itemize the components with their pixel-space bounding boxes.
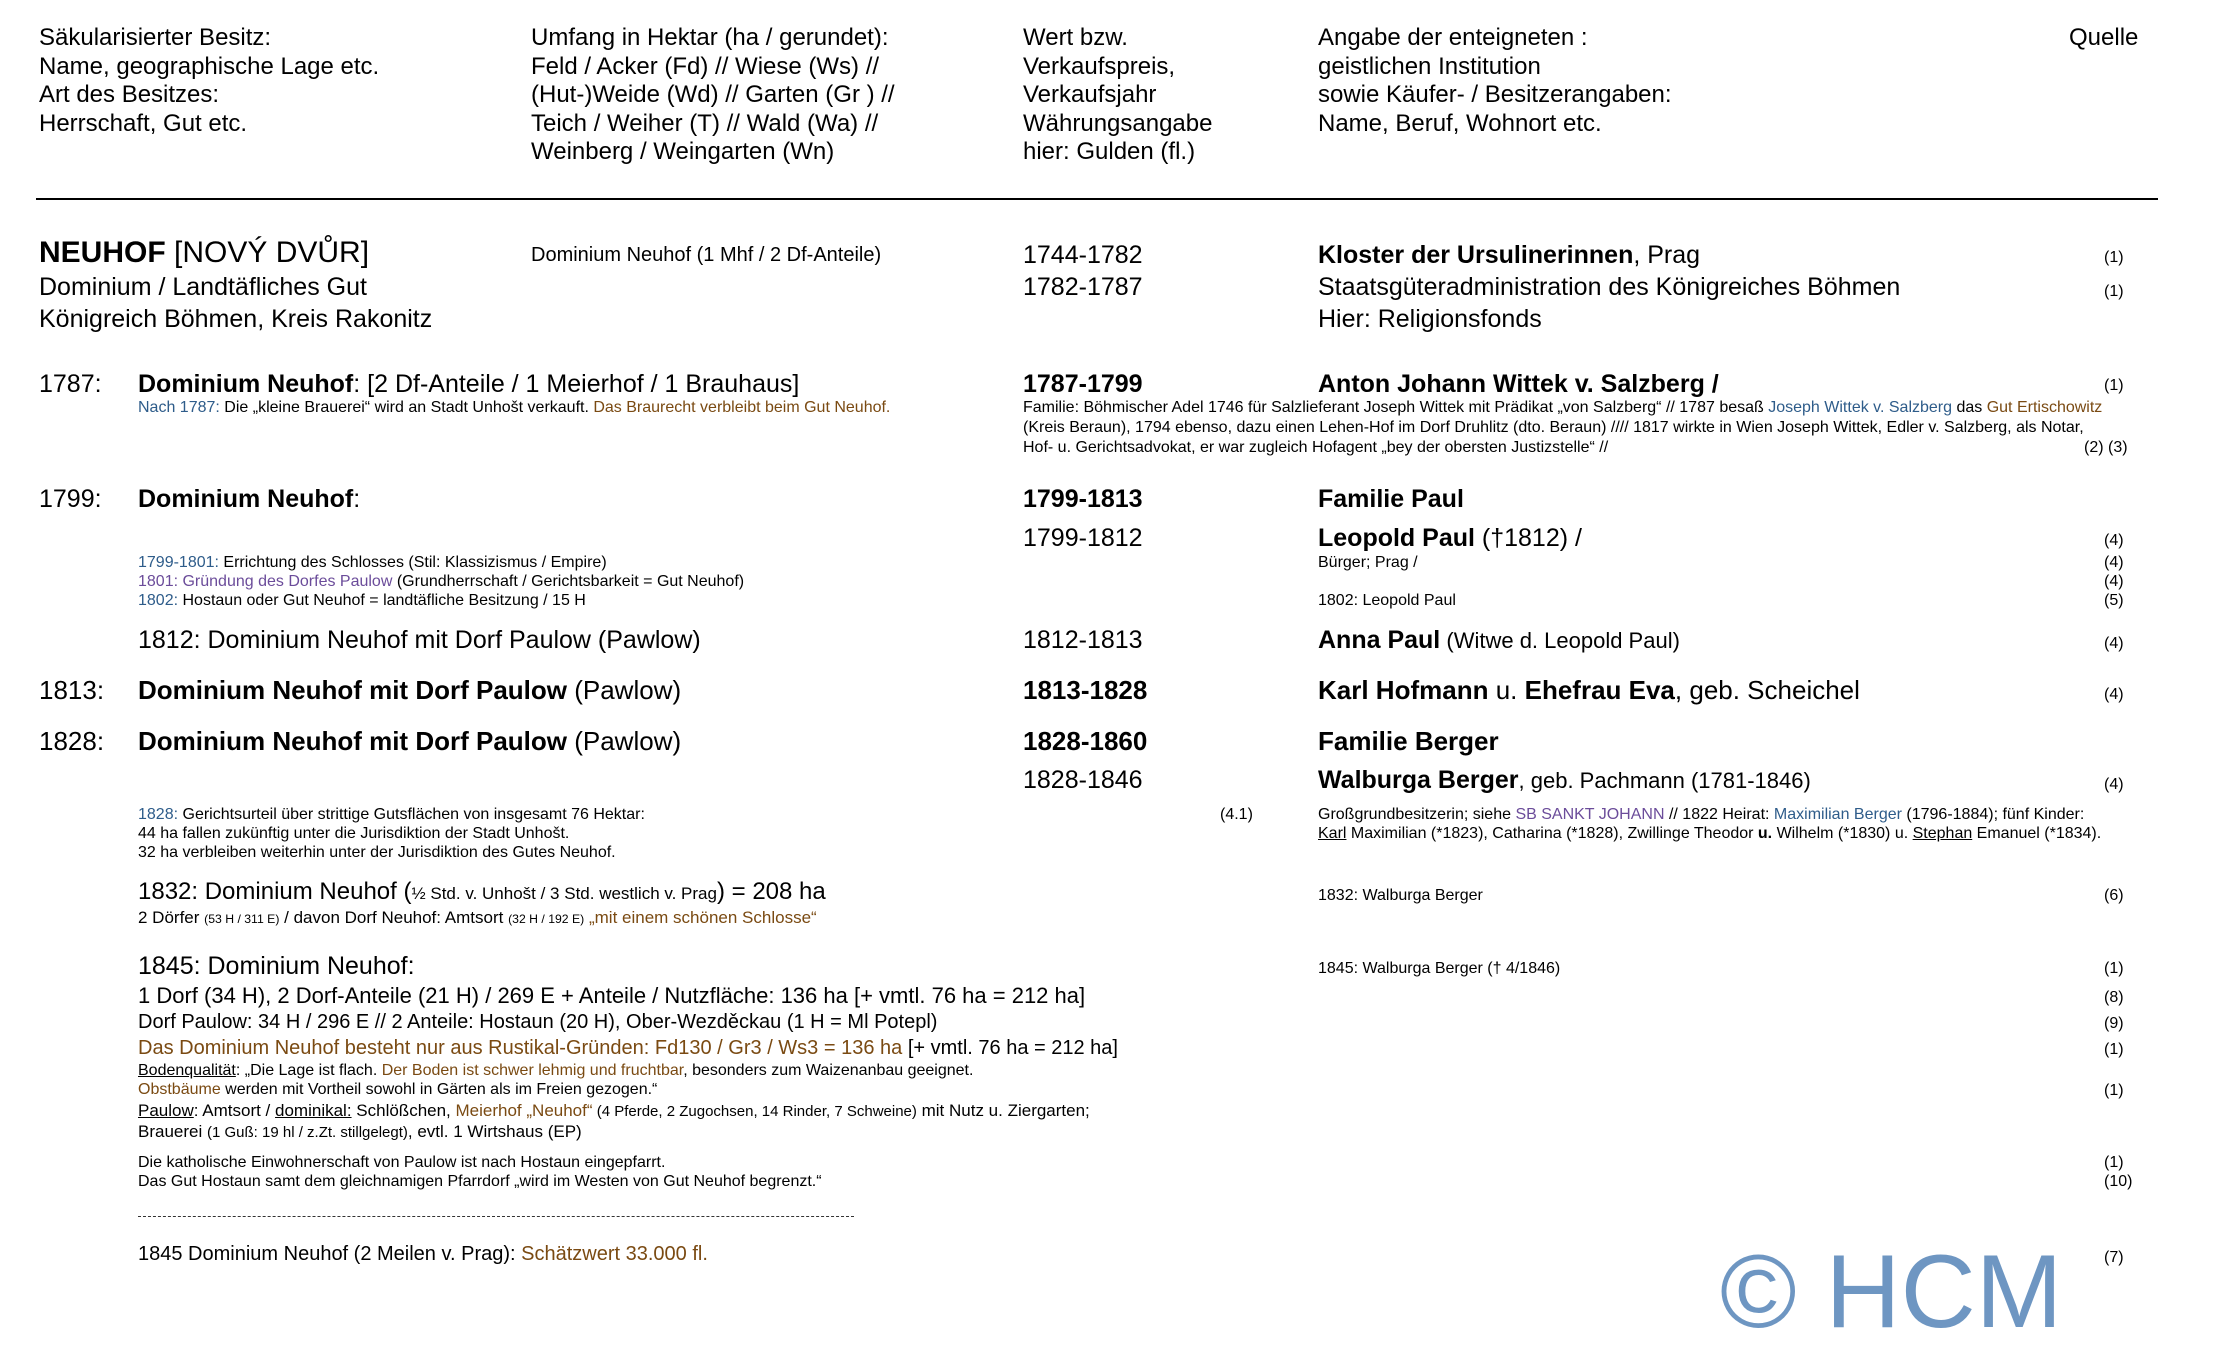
section-title-bold: Dominium Neuhof mit Dorf Paulow [138, 675, 567, 705]
header-line: (Hut-)Weide (Wd) // Garten (Gr ) // [531, 81, 895, 108]
header-col-possession [39, 24, 379, 138]
source-ref: (1) [2104, 1082, 2124, 1099]
header-line: sowie Käufer- / Besitzerangaben: [1318, 81, 1672, 108]
section-title-bold: Dominium Neuhof [138, 485, 354, 513]
note-person: Joseph Wittek v. Salzberg [1768, 399, 1953, 416]
note-highlight: Das Dominium Neuhof besteht nur aus Rustikal-Gründen: Fd130 / Gr3 / Ws3 = 136 ha [138, 1037, 903, 1059]
source-ref: (1) [2104, 1154, 2124, 1171]
section-note: 44 ha fallen zukünftig unter die Jurisdiktion der Stadt Unhošt. [138, 825, 570, 842]
source-ref: (4) [2104, 573, 2124, 590]
note-text: Errichtung des Schlosses (Stil: Klassizismus / Empire) [218, 554, 607, 571]
note-text: , evtl. 1 Wirtshaus (EP) [407, 1122, 582, 1141]
section-year: 1787: [39, 370, 102, 398]
note-text: Gerichtsurteil über strittige Gutsflächen von insgesamt 76 Hektar: [178, 806, 645, 823]
header-line: Angabe der enteigneten : [1318, 24, 1588, 51]
family-note: (Kreis Beraun), 1794 ebenso, dazu einen Lehen-Hof im Dorf Druhlitz (dto. Beraun) //// 1817 wirkte in Wien Joseph Wittek, Edler v. Salzberg, als Notar, [1023, 419, 2084, 436]
owner-name: Karl Hofmann [1318, 675, 1489, 705]
note-text: Hostaun oder Gut Neuhof = landtäfliche Besitzung / 15 H [178, 592, 586, 609]
section-title-rest: : [2 Df-Anteile / 1 Meierhof / 1 Brauhaus] [353, 370, 800, 398]
owner [1318, 675, 1860, 705]
note-label: Nach 1787: [138, 399, 220, 416]
owner-note [1318, 805, 2084, 824]
estate-type: Dominium / Landtäfliches Gut [39, 273, 367, 301]
source-ref: (4.1) [1220, 806, 1253, 823]
note-text: werden mit Vortheil sowohl in Gärten als im Freien gezogen.“ [220, 1081, 658, 1098]
section-line: 1845: Dominium Neuhof: [138, 952, 415, 980]
section-note [138, 591, 586, 610]
note-text: 2 Dörfer [138, 908, 205, 927]
note-text: Schlößchen, [351, 1101, 456, 1120]
note-text: Die „kleine Brauerei“ wird an Stadt Unhošt verkauft. [219, 399, 594, 416]
note-text: Wilhelm (*1830) u. [1772, 825, 1913, 842]
note-text: (1 Guß: 19 hl / z.Zt. stillgelegt) [206, 1124, 408, 1141]
note-label: Paulow [138, 1101, 194, 1120]
section-line: 1 Dorf (34 H), 2 Dorf-Anteile (21 H) / 269 E + Anteile / Nutzfläche: 136 ha [+ vmtl. 76 ha = 212 ha] [138, 983, 1086, 1008]
header-line: geistlichen Institution [1318, 52, 1541, 80]
section-note [138, 1122, 582, 1142]
section-title-rest: (Pawlow) [567, 675, 682, 705]
owner-note [1318, 824, 2101, 843]
note-text: Familie: Böhmischer Adel 1746 für Salzlieferant Joseph Wittek mit Prädikat „von Salzberg“ // 1787 besaß [1023, 399, 1769, 416]
note-child: Karl [1318, 825, 1347, 842]
source-ref: (1) [2104, 1041, 2124, 1058]
note-label: 1802: [138, 592, 179, 609]
owner-note: 1802: Leopold Paul [1318, 592, 1456, 609]
owner-family: Familie Paul [1318, 485, 1464, 513]
owner [1318, 523, 1582, 553]
section-note [138, 553, 607, 572]
owner: Staatsgüteradministration des Königreiches Böhmen [1318, 273, 1901, 301]
source-ref: (4) [2104, 686, 2124, 703]
source-ref: (4) [2104, 776, 2124, 793]
note-label: 1799-1801: [138, 554, 219, 571]
note-highlight: Obstbäume [138, 1081, 221, 1098]
header-line: Name, Beruf, Wohnort etc. [1318, 109, 1602, 137]
header-line: Säkularisierter Besitz: [39, 24, 272, 51]
header-col-value [1023, 24, 1212, 167]
note-text: Brauerei [138, 1122, 207, 1141]
years: 1813-1828 [1023, 675, 1148, 705]
estate-name: NEUHOF [39, 236, 166, 269]
note-link-ref: SB SANKT JOHANN [1515, 806, 1665, 823]
section-note [138, 1061, 973, 1080]
note-child: Stephan [1912, 825, 1973, 842]
section-line [138, 878, 826, 906]
note-text: mit Nutz u. Ziergarten; [916, 1101, 1090, 1120]
note-text: : Amtsort / [193, 1101, 276, 1120]
years: 1828-1846 [1023, 766, 1143, 794]
owner-note: Hier: Religionsfonds [1318, 305, 1542, 333]
note-text: (4 Pferde, 2 Zugochsen, 14 Rinder, 7 Schweine) [592, 1103, 917, 1120]
family-note [1023, 398, 2102, 417]
note-text: [+ vmtl. 76 ha = 212 ha] [902, 1037, 1118, 1059]
owner-detail: u. [1488, 675, 1525, 705]
owner-detail: , geb. Scheichel [1674, 675, 1860, 705]
header-line: Währungsangabe [1023, 109, 1213, 137]
source-ref: (1) [2104, 960, 2124, 977]
note-text: ) = 208 ha [716, 878, 826, 905]
section-line: 1812: Dominium Neuhof mit Dorf Paulow (Pawlow) [138, 626, 701, 654]
owner-note: Bürger; Prag / [1318, 554, 1418, 571]
note-quote: „mit einem schönen Schlosse“ [584, 908, 817, 927]
header-line: Name, geographische Lage etc. [39, 52, 380, 80]
note-label: 1801: Gründung des Dorfes Paulow [138, 573, 393, 590]
source-ref: (1) [2104, 283, 2124, 300]
note-person: Maximilian Berger [1773, 806, 1902, 823]
note-text: u. [1757, 825, 1773, 842]
header-col-extent [531, 24, 895, 167]
section-note [138, 1080, 657, 1099]
source-ref: (4) [2104, 554, 2124, 571]
valuation-line [138, 1242, 708, 1267]
source-ref: (2) (3) [2084, 439, 2128, 456]
note-text: 1832: Dominium Neuhof ( [138, 878, 412, 905]
note-text: Maximilian (*1823), Catharina (*1828), Zwillinge Theodor [1346, 825, 1758, 842]
header-line: Feld / Acker (Fd) // Wiese (Ws) // [531, 52, 880, 80]
section-note: Die katholische Einwohnerschaft von Paulow ist nach Hostaun eingepfarrt. [138, 1154, 666, 1171]
section-title-rest: : [353, 485, 361, 513]
section-title-bold: Dominium Neuhof mit Dorf Paulow [138, 726, 567, 756]
note-text: (53 H / 311 E) [204, 912, 280, 926]
owner [1318, 625, 1680, 655]
section-title [138, 726, 681, 756]
owner-name: Leopold Paul [1318, 524, 1475, 552]
section-note [138, 398, 890, 417]
owner-note: 1832: Walburga Berger [1318, 887, 1483, 904]
copyright-watermark: © HCM [1720, 1234, 2063, 1350]
dashed-divider [138, 1216, 854, 1217]
owner-detail: (Witwe d. Leopold Paul) [1440, 628, 1680, 653]
source-ref: (6) [2104, 887, 2124, 904]
estate-title [39, 236, 369, 270]
years: 1782-1787 [1023, 273, 1143, 301]
header-line: Art des Besitzes: [39, 81, 220, 108]
owner-place: , Prag [1633, 241, 1701, 269]
owner-name: Walburga Berger [1318, 766, 1519, 794]
header-col-source: Quelle [2069, 24, 2139, 51]
note-label: Bodenqualität [138, 1062, 236, 1079]
note-text: das [1952, 399, 1987, 416]
note-text: / davon Dorf Neuhof: Amtsort [279, 908, 509, 927]
source-ref: (9) [2104, 1015, 2124, 1032]
header-line: Weinberg / Weingarten (Wn) [531, 138, 835, 165]
years: 1828-1860 [1023, 726, 1148, 756]
source-ref: (5) [2104, 592, 2124, 609]
header-line: Wert bzw. [1023, 24, 1128, 51]
owner: Anton Johann Wittek v. Salzberg / [1318, 370, 1719, 398]
section-note [138, 805, 645, 824]
section-note: Das Gut Hostaun samt dem gleichnamigen Pfarrdorf „wird im Westen von Gut Neuhof begrenzt.“ [138, 1173, 822, 1190]
owner [1318, 765, 1811, 795]
valuation-amount: Schätzwert 33.000 fl. [521, 1243, 708, 1265]
source-ref: (4) [2104, 635, 2124, 652]
header-line: hier: Gulden (fl.) [1023, 138, 1196, 165]
owner-detail: (†1812) / [1474, 524, 1582, 552]
note-estate: Gut Ertischowitz [1986, 399, 2103, 416]
years: 1744-1782 [1023, 241, 1143, 269]
owner-family: Familie Berger [1318, 726, 1499, 756]
note-text: : „Die Lage ist flach. [235, 1062, 382, 1079]
owner-name: Ehefrau Eva [1524, 675, 1675, 705]
section-line [138, 1036, 1118, 1061]
source-ref: (1) [2104, 249, 2124, 266]
owner [1318, 240, 1700, 270]
header-line: Umfang in Hektar (ha / gerundet): [531, 24, 889, 51]
years: 1799-1813 [1023, 485, 1143, 513]
source-ref: (7) [2104, 1249, 2124, 1266]
note-text: Großgrundbesitzerin; siehe [1318, 806, 1516, 823]
section-note: 32 ha verbleiben weiterhin unter der Jurisdiktion des Gutes Neuhof. [138, 844, 616, 861]
owner-name: Anna Paul [1318, 626, 1441, 654]
header-line: Herrschaft, Gut etc. [39, 109, 248, 137]
section-title-rest: (Pawlow) [567, 726, 682, 756]
note-highlight: Meierhof „Neuhof“ [455, 1101, 593, 1120]
section-note [138, 908, 817, 929]
note-text: (1796-1884); fünf Kinder: [1901, 806, 2085, 823]
note-highlight: Das Braurecht verbleibt beim Gut Neuhof. [593, 399, 891, 416]
years: 1812-1813 [1023, 626, 1143, 654]
source-ref: (8) [2104, 989, 2124, 1006]
note-text: (Grundherrschaft / Gerichtsbarkeit = Gut Neuhof) [392, 573, 745, 590]
header-line: Teich / Weiher (T) // Wald (Wa) // [531, 109, 879, 137]
source-ref: (1) [2104, 377, 2124, 394]
section-note [138, 572, 744, 591]
section-year: 1799: [39, 485, 102, 513]
note-highlight: Der Boden ist schwer lehmig und fruchtbar [381, 1062, 684, 1079]
section-title [138, 369, 799, 399]
owner-name: Kloster der Ursulinerinnen [1318, 241, 1634, 269]
source-ref: (4) [2104, 532, 2124, 549]
source-ref: (10) [2104, 1173, 2133, 1190]
header-divider [36, 198, 2158, 200]
section-title [138, 675, 681, 705]
note-text: Emanuel (*1834). [1972, 825, 2102, 842]
header-line: Verkaufspreis, [1023, 52, 1176, 80]
family-note: Hof- u. Gerichtsadvokat, er war zugleich Hofagent „bey der obersten Justizstelle“ // [1023, 439, 1609, 456]
note-text: 1845 Dominium Neuhof (2 Meilen v. Prag): [138, 1243, 522, 1265]
estate-extent: Dominium Neuhof (1 Mhf / 2 Df-Anteile) [531, 244, 882, 266]
estate-czech-name: [NOVÝ DVŮR] [165, 236, 370, 269]
years: 1799-1812 [1023, 524, 1143, 552]
section-title [138, 484, 360, 514]
note-label: dominikal: [275, 1101, 352, 1120]
owner-note: 1845: Walburga Berger († 4/1846) [1318, 960, 1561, 977]
header-col-institution [1318, 24, 1672, 138]
section-year: 1813: [39, 675, 105, 705]
note-text: ½ Std. v. Unhošt / 3 Std. westlich v. Prag [411, 884, 717, 903]
years: 1787-1799 [1023, 370, 1143, 398]
section-title-bold: Dominium Neuhof [138, 370, 354, 398]
note-text: , besonders zum Waizenanbau geeignet. [683, 1062, 974, 1079]
section-line: Dorf Paulow: 34 H / 296 E // 2 Anteile: Hostaun (20 H), Ober-Wezděckau (1 H = Ml Potepl) [138, 1011, 938, 1033]
note-label: 1828: [138, 806, 179, 823]
section-note [138, 1101, 1090, 1121]
section-year: 1828: [39, 726, 105, 756]
note-text: // 1822 Heirat: [1664, 806, 1774, 823]
header-line: Verkaufsjahr [1023, 81, 1157, 108]
note-text: (32 H / 192 E) [508, 912, 585, 926]
estate-location: Königreich Böhmen, Kreis Rakonitz [39, 305, 433, 333]
owner-detail: , geb. Pachmann (1781-1846) [1518, 768, 1811, 793]
